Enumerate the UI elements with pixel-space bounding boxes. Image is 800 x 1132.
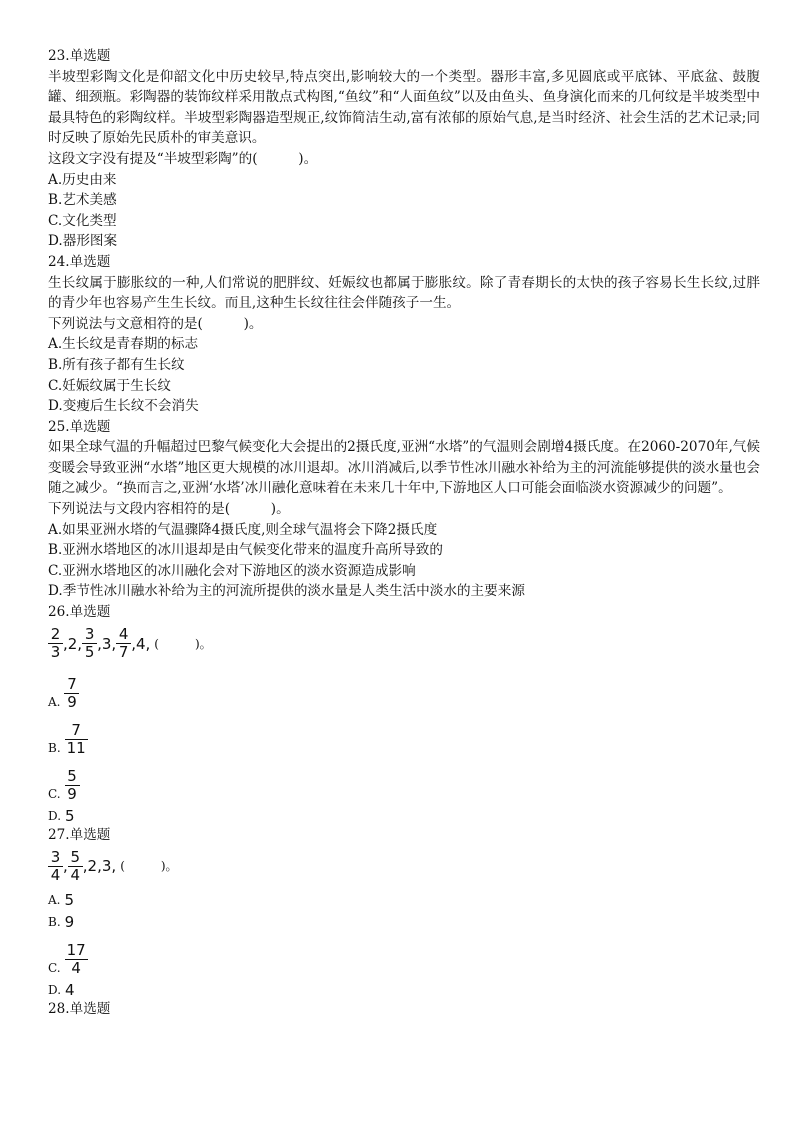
question-stem: 下列说法与文意相符的是( )。	[48, 315, 263, 332]
document-page	[48, 46, 760, 1020]
option-b[interactable]	[48, 711, 760, 757]
option-value: 5	[64, 891, 75, 910]
fraction	[66, 722, 87, 757]
option-label: B.	[48, 915, 61, 930]
option-a[interactable]: A.如果亚洲水塔的气温骤降4摄氏度,则全球气温将会下降2摄氏度	[48, 521, 438, 538]
fraction	[117, 626, 130, 661]
numerator: 3	[50, 847, 61, 866]
sequence-term: ,4,	[131, 634, 151, 653]
fraction	[65, 676, 78, 711]
option-d[interactable]: D.器形图案	[48, 233, 118, 250]
answer-blank: ( )。	[120, 859, 178, 874]
option-a[interactable]	[48, 887, 760, 909]
option-c[interactable]: C.亚洲水塔地区的冰川融化会对下游地区的淡水资源造成影响	[48, 562, 416, 579]
option-b[interactable]: B.所有孩子都有生长纹	[48, 356, 185, 373]
question-header: 23.单选题	[48, 48, 111, 64]
question-header: 28.单选题	[48, 1001, 111, 1018]
sequence-term: ,2,3,	[82, 857, 117, 876]
numerator: 5	[67, 766, 77, 785]
fraction	[83, 626, 96, 661]
answer-blank: ( )。	[154, 636, 212, 651]
question-stem: 这段文字没有提及“半坡型彩陶”的( )。	[48, 150, 318, 167]
number-sequence	[48, 623, 760, 665]
denominator: 11	[66, 738, 86, 757]
option-label: D.	[48, 983, 62, 998]
option-a[interactable]: A.历史由来	[48, 171, 117, 188]
denominator: 9	[67, 784, 77, 803]
option-d[interactable]: D.变瘦后生长纹不会消失	[48, 398, 199, 415]
numerator: 2	[50, 625, 61, 644]
sequence-term: ,	[63, 857, 68, 876]
option-c[interactable]: C.文化类型	[48, 212, 117, 229]
question-header: 27.单选题	[48, 826, 111, 843]
question-header: 24.单选题	[48, 253, 111, 270]
fraction	[49, 849, 62, 884]
option-value: 5	[65, 806, 75, 825]
option-c[interactable]	[48, 931, 760, 977]
question-passage: 生长纹属于膨胀纹的一种,人们常说的肥胖纹、妊娠纹也都属于膨胀纹。除了青春期长的太快的孩子容易长生长纹,过胖的青少年也容易产生生长纹。而且,这种生长纹往往会伴随孩子一生。	[48, 274, 760, 312]
number-sequence	[48, 845, 760, 887]
option-value: 9	[64, 913, 75, 932]
option-label: D.	[48, 808, 62, 823]
option-a[interactable]: A.生长纹是青春期的标志	[48, 336, 199, 353]
option-d[interactable]	[48, 803, 760, 825]
fraction	[69, 849, 82, 884]
option-label: A.	[48, 694, 61, 709]
sequence-term: ,2,	[63, 634, 83, 653]
option-b[interactable]	[48, 909, 760, 931]
sequence-term: ,3,	[97, 634, 117, 653]
denominator: 5	[84, 643, 95, 662]
option-b[interactable]: B.艺术美感	[48, 192, 117, 209]
option-label: C.	[48, 961, 61, 976]
option-a[interactable]	[48, 665, 760, 711]
option-d[interactable]: D.季节性冰川融水补给为主的河流所提供的淡水量是人类生活中淡水的主要来源	[48, 583, 525, 600]
option-label: A.	[48, 893, 61, 908]
denominator: 4	[71, 959, 81, 978]
denominator: 7	[118, 643, 129, 662]
option-b[interactable]: B.亚洲水塔地区的冰川退却是由气候变化带来的温度升高所导致的	[48, 542, 443, 559]
fraction	[49, 626, 62, 661]
option-d[interactable]	[48, 977, 760, 999]
option-label: C.	[48, 786, 61, 801]
numerator: 7	[71, 720, 81, 739]
question-header: 26.单选题	[48, 604, 111, 621]
question-header: 25.单选题	[48, 418, 111, 435]
option-label: B.	[48, 740, 61, 755]
numerator: 3	[84, 625, 95, 644]
numerator: 7	[67, 674, 77, 693]
option-value: 4	[65, 981, 75, 1000]
fraction	[66, 942, 87, 977]
question-stem: 下列说法与文段内容相符的是( )。	[48, 501, 290, 518]
option-c[interactable]: C.妊娠纹属于生长纹	[48, 377, 171, 394]
question-passage: 半坡型彩陶文化是仰韶文化中历史较早,特点突出,影响较大的一个类型。器形丰富,多见圆底或平底钵、平底盆、鼓腹罐、细颈瓶。彩陶器的装饰纹样采用散点式构图,“鱼纹”和“人面鱼纹”以及由鱼头、鱼身演化而来的几何纹是半坡类型中最具特色的彩陶纹样。半坡型彩陶器造型规正,纹饰简洁生动,富有浓郁的原始气息,是当时经济、社会生活的艺术记录;同时反映了原始先民质朴的审美意识。	[48, 68, 760, 147]
question-passage: 如果全球气温的升幅超过巴黎气候变化大会提出的2摄氏度,亚洲“水塔”的气温则会剧增4摄氏度。在2060-2070年,气候变暖会导致亚洲“水塔”地区更大规模的冰川退却。冰川消减后,以季节性冰川融水补给为主的河流能够提供的淡水量也会随之减少。“换而言之,亚洲‘水塔’冰川融化意味着在未来几十年中,下游地区人口可能会面临淡水资源减少的问题”。	[48, 439, 760, 497]
denominator: 9	[67, 692, 77, 711]
denominator: 4	[70, 865, 81, 884]
numerator: 4	[118, 625, 129, 644]
numerator: 5	[70, 847, 81, 866]
denominator: 3	[50, 643, 61, 662]
numerator: 17	[66, 941, 86, 960]
option-c[interactable]	[48, 757, 760, 803]
fraction	[66, 768, 79, 803]
denominator: 4	[50, 865, 61, 884]
